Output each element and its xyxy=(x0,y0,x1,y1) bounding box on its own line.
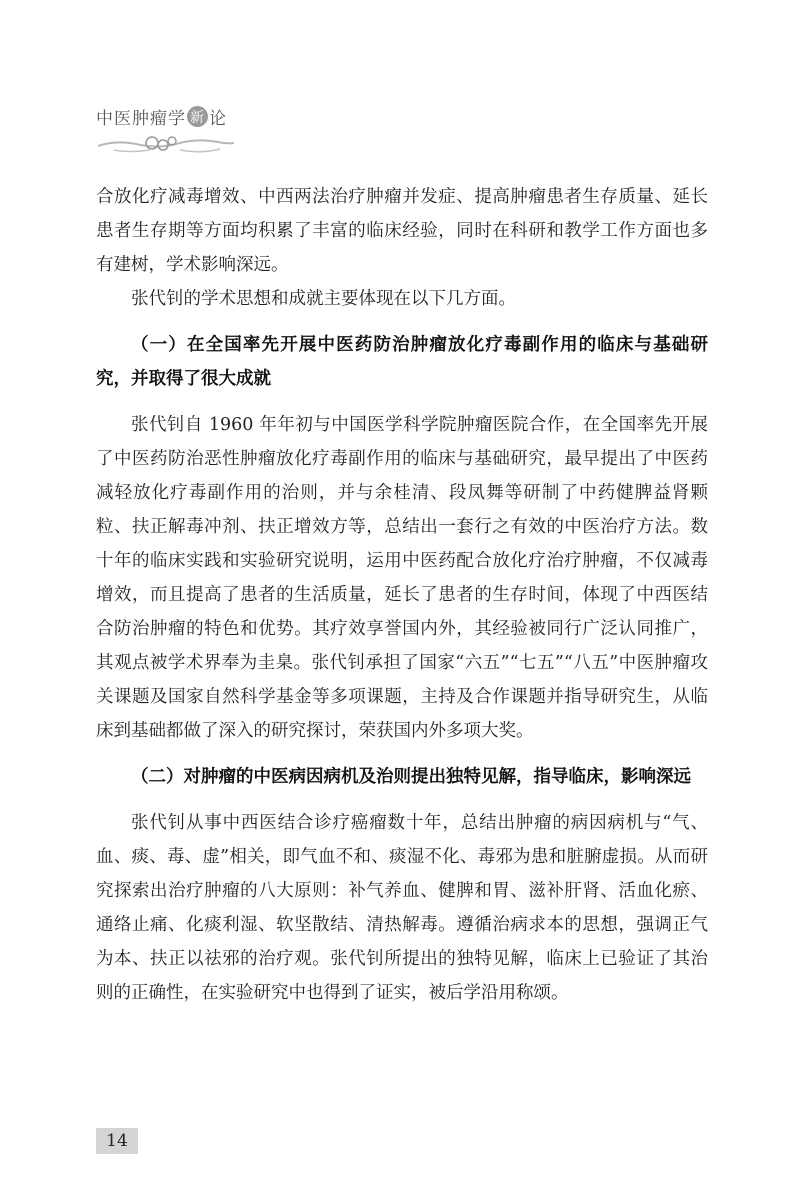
page-number: 14 xyxy=(96,1128,138,1154)
running-header xyxy=(96,96,356,160)
book-title-suffix: 论 xyxy=(209,109,227,129)
section-heading-1: （一）在全国率先开展中医药防治肿瘤放化疗毒副作用的临床与基础研究，并取得了很大成就 xyxy=(96,335,708,389)
section-heading-2: （二）对肿瘤的中医病因病机及治则提出独特见解，指导临床，影响深远 xyxy=(131,767,691,787)
book-title xyxy=(96,104,227,129)
paragraph-section-1: 张代钊自 1960 年年初与中国医学科学院肿瘤医院合作，在全国率先开展了中医药防治恶性肿瘤放化疗毒副作用的临床与基础研究，最早提出了中医药减轻放化疗毒副作用的治则，并与余桂清、段凤舞等研制了中药健脾益肾颗粒、扶正解毒冲剂、扶正增效方等，总结出一套行之有效的中医治疗方法。数十年的临床实践和实验研究说明，运用中医药配合放化疗治疗肿瘤，不仅减毒增效，而且提高了患者的生活质量，延长了患者的生存时间，体现了中西医结合防治肿瘤的特色和优势。其疗效享誉国内外，其经验被同行广泛认同推广，其观点被学术界奉为圭臬。张代钊承担了国家“六五”“七五”“八五”中医肿瘤攻关课题及国家自然科学基金等多项课题，主持及合作课题并指导研究生，从临床到基础都做了深入的研究探讨，荣获国内外多项大奖。 xyxy=(96,415,708,741)
book-title-badge: 新 xyxy=(187,106,208,127)
paragraph-continued: 合放化疗减毒增效、中西两法治疗肿瘤并发症、提高肿瘤患者生存质量、延长患者生存期等方面均积累了丰富的临床经验，同时在科研和教学工作方面也多有建树，学术影响深远。 xyxy=(96,187,708,275)
book-title-prefix: 中医肿瘤学 xyxy=(96,109,186,129)
cloud-ornament-icon xyxy=(96,130,236,156)
paragraph-intro: 张代钊的学术思想和成就主要体现在以下几方面。 xyxy=(131,289,516,309)
page-body xyxy=(96,180,708,1010)
paragraph-section-2: 张代钊从事中西医结合诊疗癌瘤数十年，总结出肿瘤的病因病机与“气、血、痰、毒、虚”相关，即气血不和、痰湿不化、毒邪为患和脏腑虚损。从而研究探索出治疗肿瘤的八大原则：补气养血、健脾和胃、滋补肝肾、活血化瘀、通络止痛、化痰利湿、软坚散结、清热解毒。遵循治病求本的思想，强调正气为本、扶正以祛邪的治疗观。张代钊所提出的独特见解，临床上已验证了其治则的正确性，在实验研究中也得到了证实，被后学沿用称颂。 xyxy=(96,813,708,1003)
